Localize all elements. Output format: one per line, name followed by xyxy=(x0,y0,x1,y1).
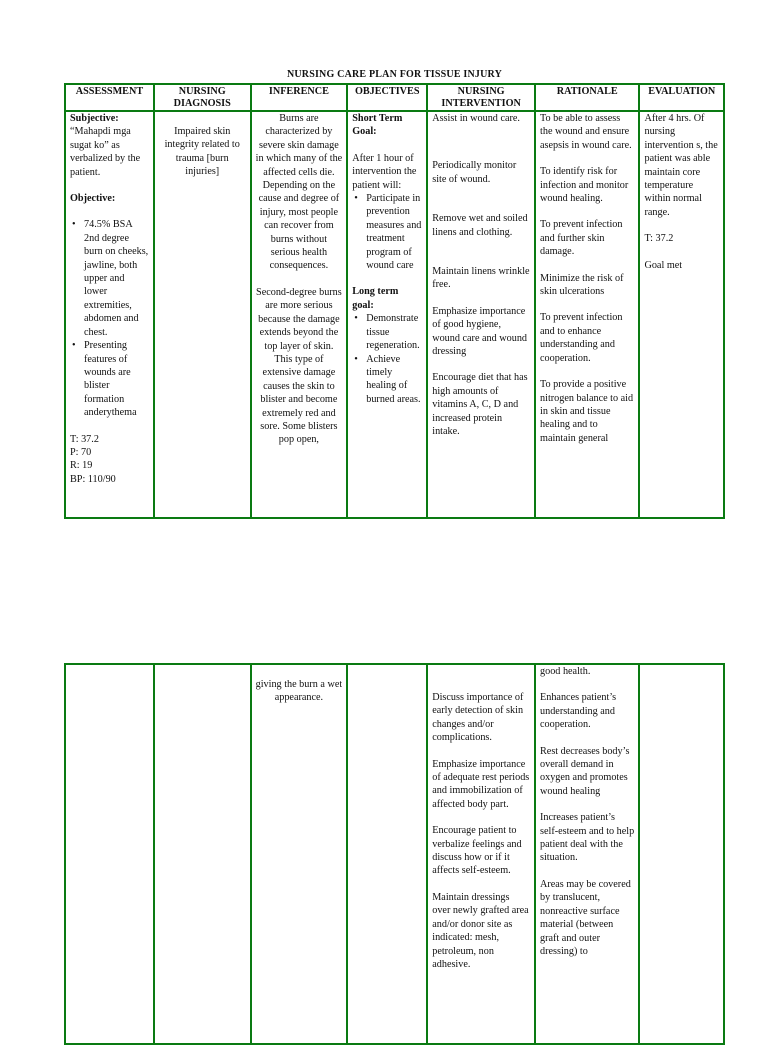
inference-continued: giving the burn a wet appearance. xyxy=(255,679,343,704)
rationale-item: To prevent infection and further skin damage. xyxy=(540,219,623,258)
document-title: NURSING CARE PLAN FOR TISSUE INJURY xyxy=(286,69,503,80)
header-evaluation: EVALUATION xyxy=(639,84,724,111)
header-assessment: ASSESSMENT xyxy=(65,84,154,111)
objective-bullet: • 74.5% BSA 2nd degree burn on cheeks, jawline, both upper and lower extremities, abdomen and chest. xyxy=(84,218,149,339)
intervention-item: Discuss importance of early detection of skin changes and/or complications. xyxy=(432,692,524,744)
care-plan-table-page-1 xyxy=(64,83,725,519)
intervention-item: Encourage patient to verbalize feelings and discuss how or if it affects self-esteem. xyxy=(432,825,522,877)
rationale-cell xyxy=(535,111,639,518)
intervention-item: Encourage diet that has high amounts of vitamins A, C, D and increased protein intake. xyxy=(432,372,528,438)
inference-cell xyxy=(251,111,348,518)
intervention-cell xyxy=(427,111,535,518)
header-nursing-diagnosis: NURSING DIAGNOSIS xyxy=(154,84,251,111)
objectives-cell xyxy=(347,111,427,518)
inference-paragraph: Burns are characterized by severe skin damage in which many of the affected cells die. Depending on the cause and degree of injury, most people can recover from burns without serious health consequences. xyxy=(255,113,343,272)
care-plan-table-page-2 xyxy=(64,663,725,1045)
rationale-item: Increases patient’s self-esteem and to help patient deal with the situation. xyxy=(540,812,635,864)
rationale-item: To provide a positive nitrogen balance to aid in skin and tissue healing and to maintain general xyxy=(540,379,634,444)
long-term-goal-bullet: • Achieve timely healing of burned areas. xyxy=(366,353,422,407)
evaluation-cell xyxy=(639,664,724,1044)
intervention-item: Remove wet and soiled linens and clothing. xyxy=(432,213,528,238)
vital-signs: T: 37.2 P: 70 R: 19 BP: 110/90 xyxy=(70,433,116,485)
intervention-item: Assist in wound care. xyxy=(432,113,520,124)
objective-bullet: • Presenting features of wounds are blister formation anderythema xyxy=(84,339,149,419)
rationale-cell xyxy=(535,664,639,1044)
short-term-goal-label: Short Term Goal: xyxy=(352,113,403,138)
subjective-text: “Mahapdi mga sugat ko” as verbalized by the patient. xyxy=(70,126,141,178)
rationale-item: Rest decreases body’s overall demand in oxygen and promotes wound healing xyxy=(540,745,630,797)
inference-paragraph: Second-degree burns are more serious because the damage extends beyond the top layer of skin. This type of extensive damage causes the skin to blister and become extremely red and sore. Some blisters pop open, xyxy=(256,286,342,446)
header-nursing-intervention: NURSING INTERVENTION xyxy=(427,84,535,111)
diagnosis-cell xyxy=(154,111,251,518)
assessment-cell xyxy=(65,111,154,518)
long-term-goal-label: Long term goal: xyxy=(352,286,399,311)
intervention-cell xyxy=(427,664,535,1044)
rationale-item: To be able to assess the wound and ensure asepsis in wound care. xyxy=(540,113,632,151)
assessment-cell xyxy=(65,664,154,1044)
subjective-label: Subjective: xyxy=(70,113,119,124)
short-term-goal-bullet: • Participate in prevention measures and treatment program of wound care xyxy=(366,192,422,272)
diagnosis-cell xyxy=(154,664,251,1044)
header-inference: INFERENCE xyxy=(251,84,348,111)
rationale-continued: good health. xyxy=(540,666,591,677)
rationale-item: Enhances patient’s understanding and cooperation. xyxy=(540,692,617,731)
intervention-item: Emphasize importance of good hygiene, wound care and wound dressing xyxy=(432,305,528,358)
rationale-item: To identify risk for infection and monitor wound healing. xyxy=(540,166,629,205)
intervention-item: Emphasize importance of adequate rest periods and immobilization of affected body part. xyxy=(432,758,530,810)
short-term-goal-text: After 1 hour of intervention the patient will: xyxy=(352,152,417,191)
objective-label: Objective: xyxy=(70,193,116,205)
evaluation-temperature: T: 37.2 xyxy=(644,233,674,245)
header-rationale: RATIONALE xyxy=(535,84,639,111)
rationale-item: To prevent infection and to enhance understanding and cooperation. xyxy=(540,312,623,364)
intervention-item: Maintain linens wrinkle free. xyxy=(432,266,530,291)
evaluation-text: After 4 hrs. Of nursing intervention s, the patient was able maintain core temperature within normal range. xyxy=(644,113,718,218)
header-objectives: OBJECTIVES xyxy=(347,84,427,111)
intervention-item: Periodically monitor site of wound. xyxy=(432,160,517,185)
evaluation-cell xyxy=(639,111,724,518)
long-term-goal-bullet: • Demonstrate tissue regeneration. xyxy=(366,312,422,352)
rationale-item: Minimize the risk of skin ulcerations xyxy=(540,272,624,298)
rationale-item: Areas may be covered by translucent, nonreactive surface material (between graft and outer dressing) to xyxy=(540,878,631,957)
diagnosis-text: Impaired skin integrity related to trauma [burn injuries] xyxy=(164,126,240,178)
intervention-item: Maintain dressings over newly grafted area and/or donor site as indicated: mesh, petroleum, non adhesive. xyxy=(432,891,529,970)
evaluation-result: Goal met xyxy=(644,259,683,271)
objectives-cell xyxy=(347,664,427,1044)
inference-cell xyxy=(251,664,348,1044)
